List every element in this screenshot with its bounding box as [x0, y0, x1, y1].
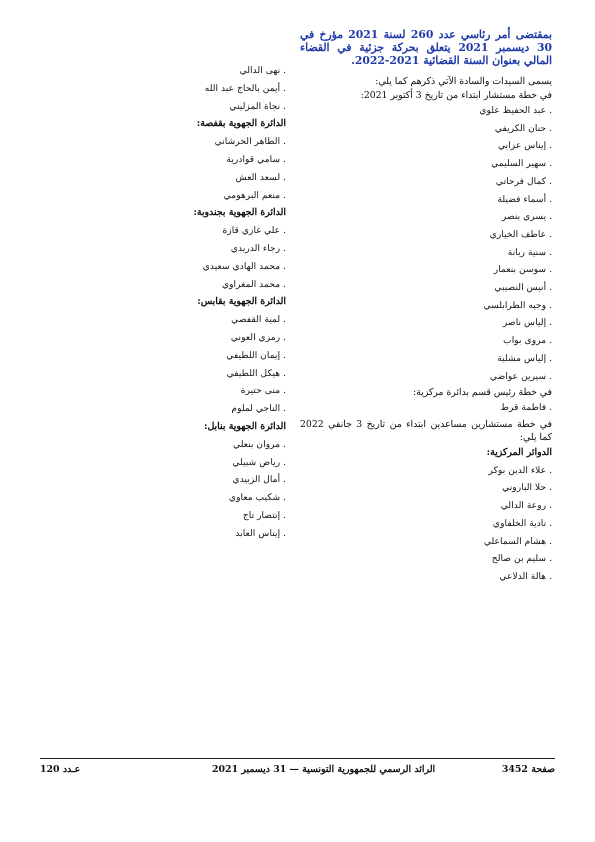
decree-heading: بمقتضى أمر رئاسي عدد 260 لسنة 2021 مؤرخ في 30 ديسمبر 2021 يتعلق بحركة جزئية في القضاء المالي بعنوان السنة القضائية 2021-2022. — [300, 28, 553, 67]
jendouba-list — [168, 222, 286, 293]
section-assistant-title: في خطة مستشارين مساعدين ابتداء من تاريخ 3 جانفي 2022 كما يلي: — [300, 418, 552, 443]
list-item: . الناجي لملوم — [231, 403, 286, 415]
list-item: . إيناس العابد — [235, 527, 286, 539]
footer-journal-title: الرائد الرسمي للجمهورية التونسية — 31 ديسمبر 2021 — [212, 764, 436, 775]
list-item: . سليم بن صالح — [491, 553, 552, 565]
list-item: . سنية ربانة — [507, 246, 552, 258]
list-item: . وجيه الطرابلسي — [483, 299, 552, 311]
list-item: . علي غازي قازة — [222, 225, 286, 237]
list-item: . أنيس النصيبي — [494, 282, 552, 294]
list-item: . هالة الدلاعي — [499, 570, 552, 582]
list-item: . محمد الهادي سعيدي — [202, 260, 286, 272]
list-item: . رمزي العوني — [230, 331, 286, 343]
intro-text: يسمى السيدات والسادة الآتي ذكرهم كما يلي: — [375, 76, 552, 87]
list-item: . سهير السليمي — [491, 158, 552, 170]
list-item: . منعم البرهومي — [223, 189, 286, 201]
jendouba-title: الدائرة الجهوية بجندوبة: — [193, 207, 286, 219]
footer-issue-number: عـدد 120 — [40, 764, 81, 775]
list-item: . سامي قوادرية — [226, 153, 286, 165]
list-item: . إيناس عزابي — [498, 140, 552, 152]
right-column — [300, 28, 552, 586]
continued-list — [168, 62, 286, 115]
list-item: . لسعد العش — [235, 171, 286, 183]
section-dept-head-title: في خطة رئيس قسم بدائرة مركزية: — [413, 387, 552, 399]
list-item: . الطاهر الخرشاني — [214, 136, 286, 148]
gafsa-list — [168, 133, 286, 204]
list-item: . مروى بواب — [503, 335, 552, 347]
list-item: . روعة الدالي — [500, 500, 552, 512]
list-item: . نادية الخلفاوي — [492, 517, 552, 529]
list-item: . نهى الدالي — [239, 65, 286, 76]
list-item: . أسماء فضيلة — [497, 193, 552, 205]
central-circuits-list — [300, 462, 552, 586]
list-item: . إيمان اللطيفي — [226, 349, 286, 361]
list-item: . يسري بنصر — [501, 211, 552, 223]
footer-page-number: صفحة 3452 — [501, 764, 555, 775]
section-counselor-title: في خطة مستشار ابتداء من تاريخ 3 أكتوبر 2021: — [360, 90, 552, 101]
dept-head-list — [300, 399, 552, 417]
list-item: . كمال فرحاتي — [495, 175, 552, 187]
list-item: . محمد المغراوي — [221, 278, 286, 290]
list-item: . منى حتيرة — [240, 385, 286, 397]
list-item: . رجاء الدريدي — [230, 242, 286, 254]
page-footer — [40, 764, 555, 780]
list-item: . حنان الكريفي — [494, 122, 552, 134]
gafsa-title: الدائرة الجهوية بقفصة: — [196, 118, 286, 130]
counselor-list — [300, 102, 552, 385]
list-item: . فاطمة قرط — [500, 402, 552, 414]
list-item: . إلياس ناصر — [502, 317, 552, 329]
list-item: . إلياس مشلية — [497, 352, 552, 364]
list-item: . مروان بنعلي — [233, 438, 286, 450]
list-item: . أمال الزبيدي — [232, 474, 286, 486]
left-column — [168, 62, 286, 543]
gabes-list — [168, 311, 286, 418]
nabeul-list — [168, 436, 286, 543]
list-item: . سوسن بنعمار — [493, 264, 552, 276]
list-item: . رياض شبيلي — [232, 456, 286, 468]
list-item: . أيمن بالحاج عبد الله — [204, 82, 286, 94]
list-item: . شكيب معاوي — [228, 492, 286, 504]
list-item: . هيكل اللطيفي — [226, 367, 286, 379]
list-item: . نجاة المزليني — [229, 100, 286, 112]
list-item: . عاطف الخياري — [489, 228, 552, 240]
central-circuits-title: الدوائر المركزية: — [486, 446, 552, 458]
list-item: . هشام السماعلي — [483, 535, 552, 547]
gabes-title: الدائرة الجهوية بقابس: — [197, 296, 286, 308]
list-item: . سيرين عواضي — [489, 370, 552, 382]
list-item: . حلا الباروني — [502, 482, 552, 494]
footer-rule — [40, 758, 555, 759]
list-item: . عبد الحفيظ علوي — [479, 105, 552, 116]
nabeul-title: الدائرة الجهوية بنابل: — [204, 420, 286, 432]
list-item: . لمية القفصي — [231, 314, 286, 326]
list-item: . إنتصار تاج — [242, 509, 286, 521]
list-item: . علاء الدين بوكر — [488, 464, 552, 476]
